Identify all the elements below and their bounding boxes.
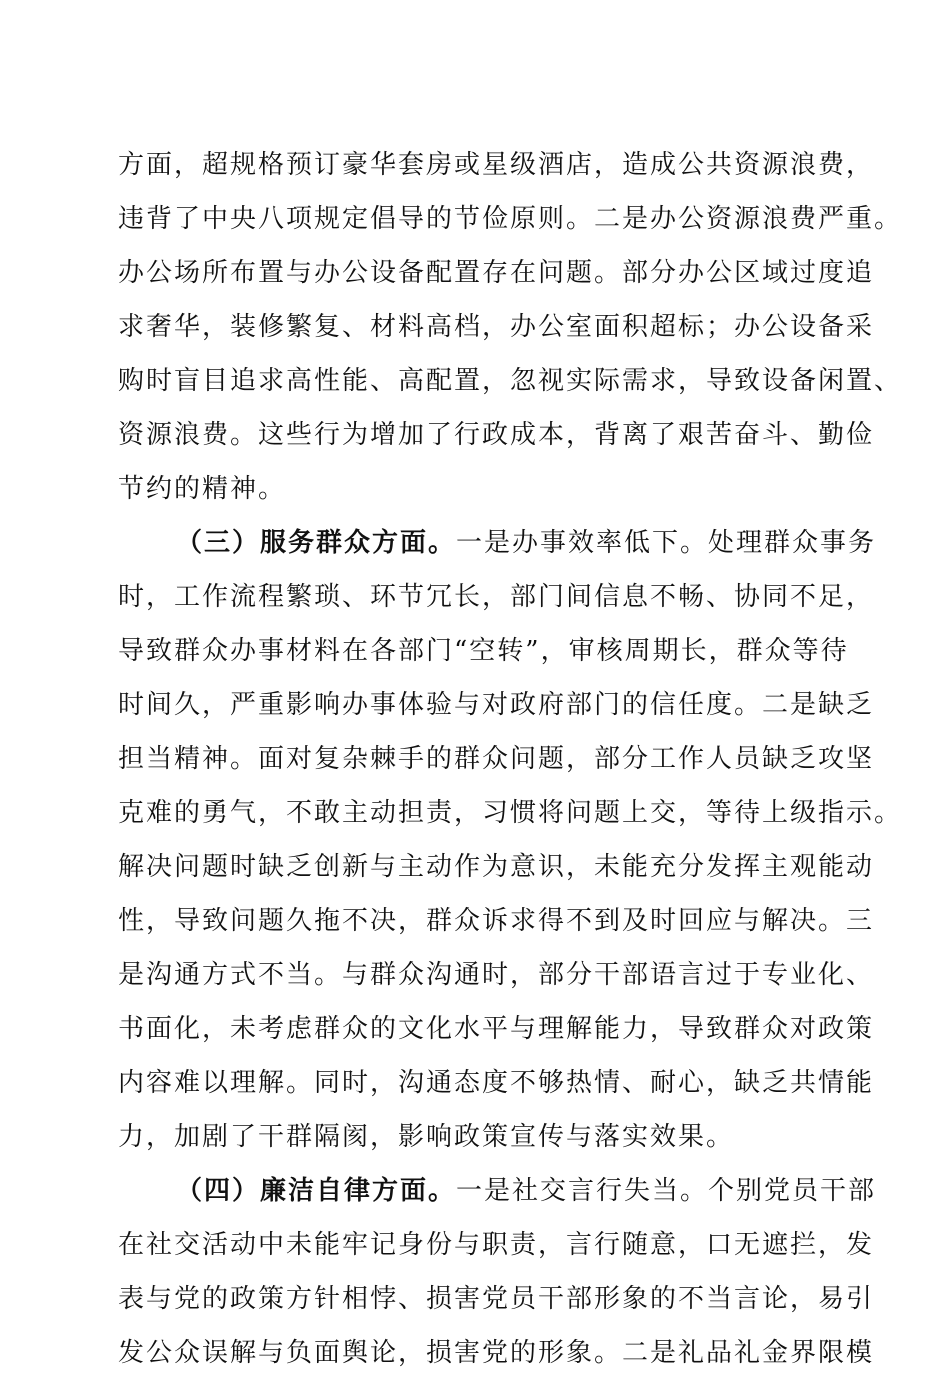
text-line: 内容难以理解。同时，沟通态度不够热情、耐心，缺乏共情能: [118, 1068, 875, 1098]
text-line: 发公众误解与负面舆论，损害党的形象。二是礼品礼金界限模: [118, 1338, 875, 1368]
text-line: 担当精神。面对复杂棘手的群众问题，部分工作人员缺乏攻坚: [118, 744, 875, 774]
text-line: 表与党的政策方针相悖、损害党员干部形象的不当言论，易引: [118, 1284, 875, 1314]
text-line: 克难的勇气，不敢主动担责，习惯将问题上交，等待上级指示。: [118, 798, 903, 828]
text-line: 节约的精神。: [118, 474, 287, 504]
text-line: 求奢华，装修繁复、材料高档，办公室面积超标；办公设备采: [118, 312, 875, 342]
text-line: 时间久，严重影响办事体验与对政府部门的信任度。二是缺乏: [118, 690, 875, 720]
section-4-first-line-text: 一是社交言行失当。个别党员干部: [456, 1176, 877, 1206]
section-3-heading: （三）服务群众方面。: [176, 528, 457, 558]
text-line: 导致群众办事材料在各部门“空转”，审核周期长，群众等待: [118, 636, 849, 666]
section-3-first-line: [118, 516, 877, 570]
text-line: 书面化，未考虑群众的文化水平与理解能力，导致群众对政策: [118, 1014, 875, 1044]
text-line: 购时盲目追求高性能、高配置，忽视实际需求，导致设备闲置、: [118, 366, 903, 396]
text-line: 在社交活动中未能牢记身份与职责，言行随意，口无遮拦，发: [118, 1230, 875, 1260]
section-4-first-line: [118, 1164, 877, 1218]
text-line: 资源浪费。这些行为增加了行政成本，背离了艰苦奋斗、勤俭: [118, 420, 875, 450]
text-line: 方面，超规格预订豪华套房或星级酒店，造成公共资源浪费，: [118, 150, 875, 180]
text-line: 力，加剧了干群隔阂，影响政策宣传与落实效果。: [118, 1122, 735, 1152]
text-line: 违背了中央八项规定倡导的节俭原则。二是办公资源浪费严重。: [118, 204, 903, 234]
section-4-heading: （四）廉洁自律方面。: [176, 1176, 457, 1206]
text-line: 解决问题时缺乏创新与主动作为意识，未能充分发挥主观能动: [118, 852, 875, 882]
document-body: [118, 138, 903, 1380]
text-line: 时，工作流程繁琐、环节冗长，部门间信息不畅、协同不足，: [118, 582, 875, 612]
text-line: 办公场所布置与办公设备配置存在问题。部分办公区域过度追: [118, 258, 875, 288]
text-line: 是沟通方式不当。与群众沟通时，部分干部语言过于专业化、: [118, 960, 875, 990]
text-line: 性，导致问题久拖不决，群众诉求得不到及时回应与解决。三: [118, 906, 875, 936]
section-3-first-line-text: 一是办事效率低下。处理群众事务: [456, 528, 877, 558]
